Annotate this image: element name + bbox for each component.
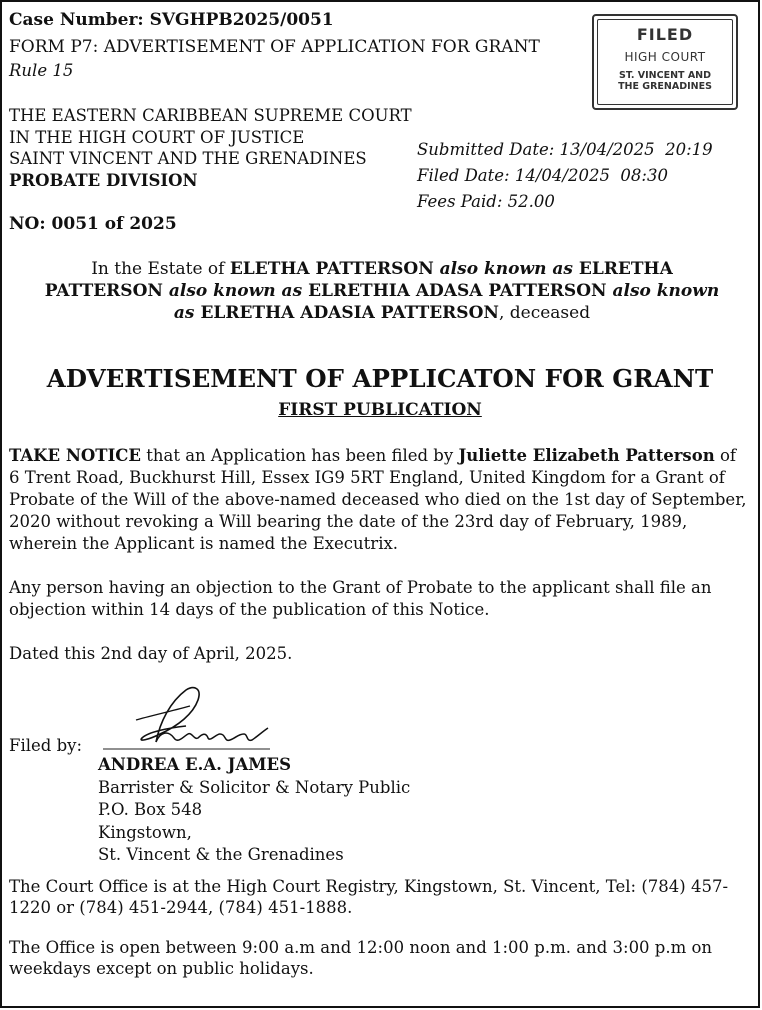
filed-date: Filed Date: 14/04/2025 08:30	[417, 166, 668, 185]
take-notice-label: TAKE NOTICE	[9, 446, 141, 465]
fees-paid: Fees Paid: 52.00	[417, 192, 555, 211]
submitted-date: Submitted Date: 13/04/2025 20:19	[417, 140, 713, 159]
case-number: Case Number: SVGHPB2025/0051	[9, 10, 334, 30]
filing-dates	[417, 137, 713, 215]
estate-of	[32, 258, 732, 324]
filer-address-3: St. Vincent & the Grenadines	[98, 845, 344, 864]
court-line-1: THE EASTERN CARIBBEAN SUPREME COURT	[9, 106, 412, 125]
court-line-3: SAINT VINCENT AND THE GRENADINES	[9, 149, 367, 168]
estate-name-3: ELRETHIA ADASA PATTERSON	[308, 281, 607, 301]
page-title: ADVERTISEMENT OF APPLICATON FOR GRANT	[46, 364, 714, 393]
stamp-place-text	[598, 64, 732, 92]
filer-address-1: P.O. Box 548	[98, 800, 203, 819]
filer-address-2: Kingstown,	[98, 822, 192, 842]
court-heading	[9, 105, 412, 191]
notice-text-a: that an Application has been filed by	[141, 446, 459, 465]
stamp-filed-text: FILED	[636, 25, 694, 44]
applicant-name: Juliette Elizabeth Patterson	[458, 446, 715, 465]
filer-details	[98, 754, 410, 867]
notice-text-b: of 6 Trent Road, Buckhurst Hill, Essex IG9 5RT England, United Kingdom for a Grant of Probate of the Will of the above-named deceased who died on the 1st day of September, 2020 without revoking a Will bearing the date of the 23rd day of February, 1989, wherein the Applicant is named the Executrix.	[9, 446, 747, 553]
estate-aka-2: also known as	[162, 281, 309, 301]
court-division: PROBATE DIVISION	[9, 170, 198, 190]
filed-stamp	[592, 14, 738, 110]
court-office-info: The Court Office is at the High Court Registry, Kingstown, St. Vincent, Tel: (784) 457-1220 or (784) 451-2944, (784) 451-1888.	[9, 877, 729, 917]
estate-prefix: In the Estate of	[91, 259, 230, 279]
notice-paragraph-2: Any person having an objection to the Grant of Probate to the applicant shall file an objection within 14 days of the publication of this Notice.	[9, 578, 712, 619]
estate-name-4: ELRETHA ADASIA PATTERSON	[200, 303, 499, 323]
estate-suffix: , deceased	[498, 303, 591, 323]
estate-aka-3: also known as	[173, 281, 720, 323]
notice-paragraph-1	[9, 445, 749, 555]
stamp-place-line1: ST. VINCENT AND	[618, 70, 712, 81]
estate-aka-1: also known as	[433, 259, 579, 279]
office-hours-info: The Office is open between 9:00 a.m and 12:00 noon and 1:00 p.m. and 3:00 p.m on weekdays except on public holidays.	[9, 938, 713, 978]
rule-reference: Rule 15	[9, 61, 74, 80]
filer-title: Barrister & Solicitor & Notary Public	[98, 777, 411, 797]
estate-name-1: ELETHA PATTERSON	[229, 259, 434, 279]
court-line-2: IN THE HIGH COURT OF JUSTICE	[9, 127, 305, 147]
stamp-place-line2: THE GRENADINES	[618, 81, 712, 92]
dated-line: Dated this 2nd day of April, 2025.	[9, 644, 293, 663]
estate-name-2: ELRETHA PATTERSON	[44, 259, 673, 301]
signature-image	[98, 682, 278, 757]
stamp-court-text: HIGH COURT	[624, 50, 706, 64]
filer-name: ANDREA E.A. JAMES	[98, 755, 292, 774]
case-no: NO: 0051 of 2025	[9, 214, 177, 234]
filed-stamp-inner	[597, 19, 733, 105]
form-title: FORM P7: ADVERTISEMENT OF APPLICATION FOR GRANT	[9, 37, 540, 57]
publication-subtitle: FIRST PUBLICATION	[278, 400, 482, 420]
filed-by-label: Filed by:	[9, 736, 83, 755]
